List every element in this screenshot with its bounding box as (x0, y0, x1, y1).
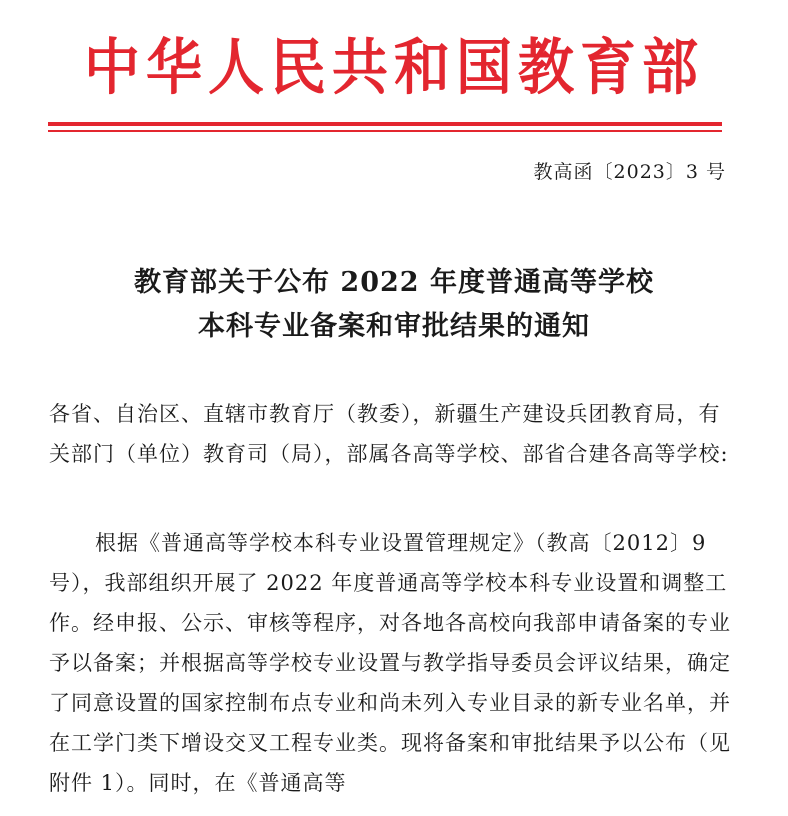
masthead-rule-thin (48, 130, 722, 132)
issuer-masthead: 中华人民共和国教育部 (84, 32, 704, 103)
document-number: 教高函〔2023〕3 号 (533, 161, 726, 183)
addressee-paragraph: 各省、自治区、直辖市教育厅（教委），新疆生产建设兵团教育局，有关部门（单位）教育司（局），部属各高等学校、部省合建各高等学校: (49, 402, 729, 466)
document-title-line-2: 本科专业备案和审批结果的通知 (198, 311, 590, 342)
document-title-line-1: 教育部关于公布 2022 年度普通高等学校 (134, 267, 654, 298)
masthead-rule-thick (48, 122, 722, 126)
body-paragraph: 根据《普通高等学校本科专业设置管理规定》（教高〔2012〕9 号），我部组织开展了 2022 年度普通高等学校本科专业设置和调整工作。经申报、公示、审核等程序，对各地各高校向我部申请备案的专业予以备案；并根据高等学校专业设置与教学指导委员会评议结果，确定了同意设置的国家控制布点专业和尚未列入专业目录的新专业名单，并在工学门类下增设交叉工程专业类。现将备案和审批结果予以公布（见附件 1）。同时，在《普通高等 (49, 531, 731, 795)
